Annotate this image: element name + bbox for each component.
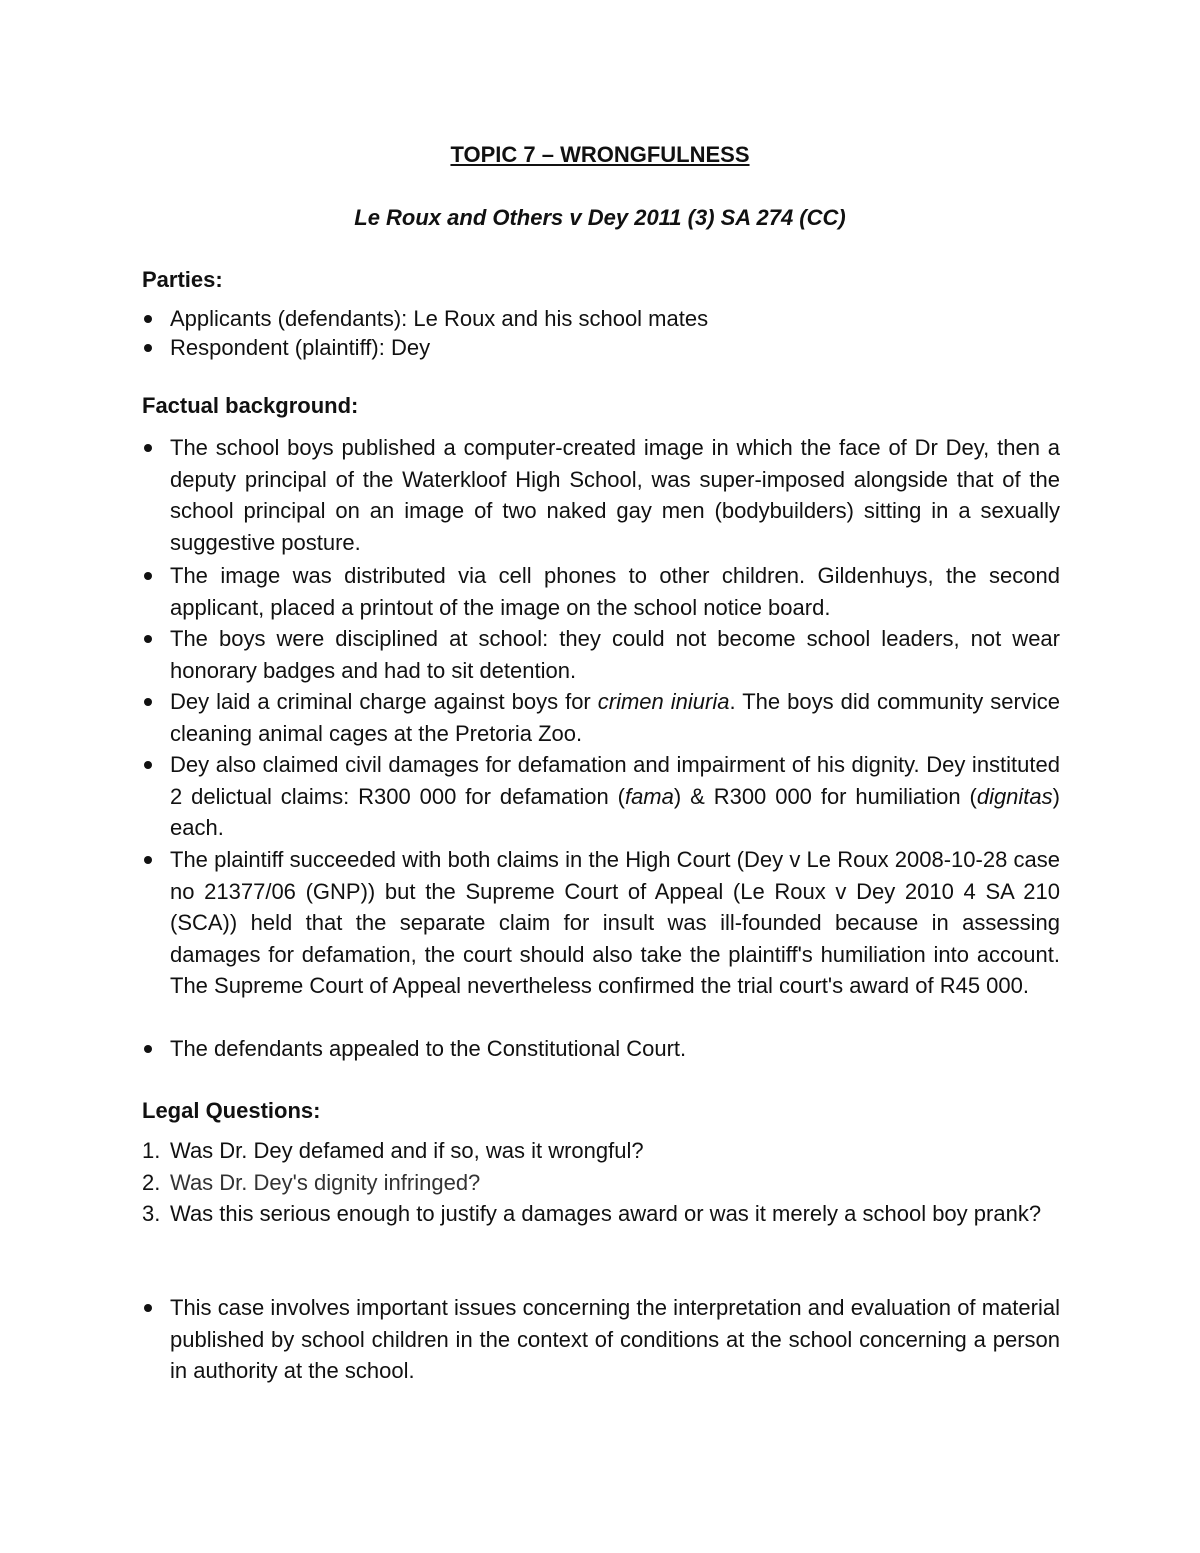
bullet-icon xyxy=(144,1304,152,1312)
bullet-icon xyxy=(144,315,152,323)
list-item: Respondent (plaintiff): Dey xyxy=(142,332,1060,364)
bullet-icon xyxy=(144,1045,152,1053)
list-item: The plaintiff succeeded with both claims in the High Court (Dey v Le Roux 2008-10-28 case no 21377/06 (GNP)) but the Supreme Court of Appeal (Le Roux v Dey 2010 4 SA 210 (SCA)) held that the separate claim for insult was ill-founded because in assessing damages for defamation, the court should also take the plaintiff's humiliation into account. The Supreme Court of Appeal nevertheless confirmed the trial court's award of R45 000. xyxy=(142,844,1060,1002)
bullet-icon xyxy=(144,856,152,864)
list-item: The boys were disciplined at school: they could not become school leaders, not wear honorary badges and had to sit detention. xyxy=(142,623,1060,686)
list-item: Applicants (defendants): Le Roux and his school mates xyxy=(142,303,1060,335)
page-title: TOPIC 7 – WRONGFULNESS xyxy=(450,142,750,167)
legal-questions-heading: Legal Questions: xyxy=(142,1098,321,1123)
bullet-icon xyxy=(144,635,152,643)
list-item: The defendants appealed to the Constitutional Court. xyxy=(142,1033,1060,1065)
bullet-icon xyxy=(144,444,152,452)
parties-heading: Parties: xyxy=(142,267,223,292)
case-citation: Le Roux and Others v Dey 2011 (3) SA 274 (CC) xyxy=(354,205,846,230)
bullet-icon xyxy=(144,761,152,769)
bullet-icon xyxy=(144,572,152,580)
list-item: The school boys published a computer-created image in which the face of Dr Dey, then a deputy principal of the Waterkloof High School, was super-imposed alongside that of the school principal on an image of two naked gay men (bodybuilders) sitting in a sexually suggestive posture. xyxy=(142,432,1060,558)
list-item: Dey laid a criminal charge against boys for crimen iniuria. The boys did community service cleaning animal cages at the Pretoria Zoo. xyxy=(142,686,1060,749)
bullet-icon xyxy=(144,698,152,706)
numbered-item: 3. Was this serious enough to justify a damages award or was it merely a school boy prank? xyxy=(142,1201,1042,1226)
bullet-icon xyxy=(144,344,152,352)
numbered-item: 2. Was Dr. Dey's dignity infringed? xyxy=(142,1170,481,1195)
list-item: The image was distributed via cell phones to other children. Gildenhuys, the second applicant, placed a printout of the image on the school notice board. xyxy=(142,560,1060,623)
numbered-item: 1. Was Dr. Dey defamed and if so, was it wrongful? xyxy=(142,1138,644,1163)
list-item: Dey also claimed civil damages for defamation and impairment of his dignity. Dey instituted 2 delictual claims: R300 000 for defamation (fama) & R300 000 for humiliation (dignitas) each. xyxy=(142,749,1060,844)
factual-background-heading: Factual background: xyxy=(142,393,359,418)
list-item: This case involves important issues concerning the interpretation and evaluation of material published by school children in the context of conditions at the school concerning a person in authority at the school. xyxy=(142,1292,1060,1387)
